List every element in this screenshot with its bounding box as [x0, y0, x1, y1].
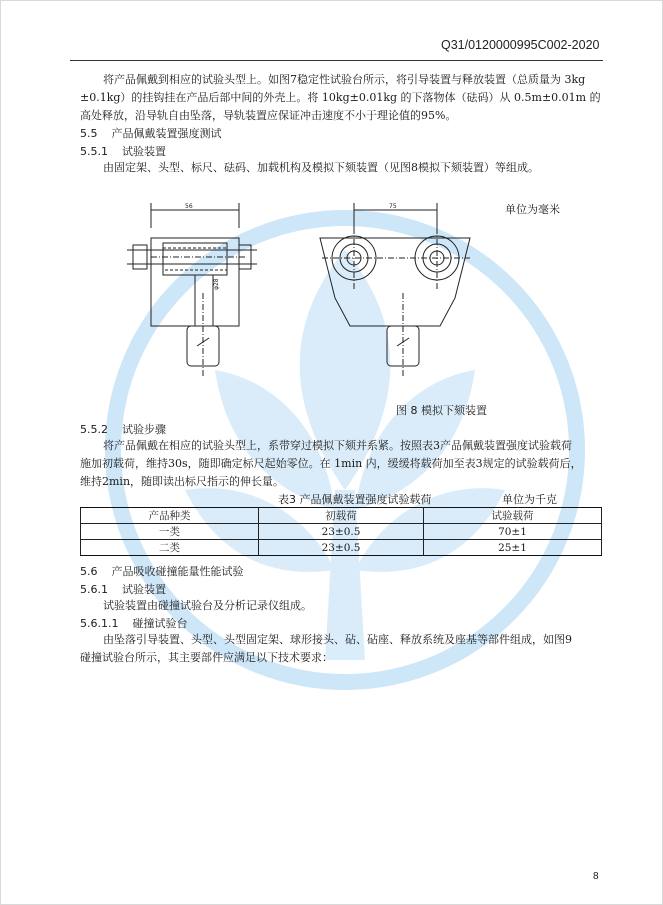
table-3-unit: 单位为千克 — [502, 493, 557, 506]
table-header-cell: 产品种类 — [81, 508, 259, 524]
section-5-6-heading — [80, 563, 244, 579]
table-cell: 25±1 — [423, 540, 601, 556]
section-5-6-1-1-heading — [80, 615, 187, 631]
section-title: 试验装置 — [122, 145, 166, 158]
section-number: 5.5 — [80, 127, 98, 140]
table-3-title: 表3 产品佩戴装置强度试验载荷 — [278, 493, 432, 506]
section-title: 产品吸收碰撞能量性能试验 — [111, 565, 244, 578]
section-5-5-2-heading — [80, 421, 166, 437]
page-number: 8 — [593, 871, 599, 882]
dimension-label-phi: φ28 — [213, 278, 220, 290]
figure-8-drawing — [125, 198, 485, 383]
section-number: 5.6.1.1 — [80, 617, 119, 630]
table-cell: 二类 — [81, 540, 259, 556]
section-number: 5.5.2 — [80, 423, 108, 436]
section-title: 试验步骤 — [122, 423, 166, 436]
section-5-5-2-line-3: 维持2min，随即读出标尺指示的伸长量。 — [80, 475, 285, 488]
section-5-5-2-line-2: 施加初载荷，维持30s，随即确定标尺起始零位。在 1min 内，缓缓将载荷加至表3规定的试验载荷后， — [80, 457, 582, 470]
section-title: 产品佩戴装置强度测试 — [111, 127, 222, 140]
section-5-5-1-text: 由固定架、头型、标尺、砝码、加载机构及模拟下颏装置（见图8模拟下颏装置）等组成。 — [103, 161, 539, 174]
table-row — [81, 540, 602, 556]
header-rule — [70, 60, 603, 61]
table-cell: 23±0.5 — [259, 540, 424, 556]
section-number: 5.6.1 — [80, 583, 108, 596]
intro-line-3: 高处释放，沿导轨自由坠落，导轨装置应保证冲击速度不小于理论值的95%。 — [80, 109, 457, 122]
section-number: 5.5.1 — [80, 145, 108, 158]
nut — [133, 245, 147, 269]
table-cell: 23±0.5 — [259, 524, 424, 540]
section-title: 碰撞试验台 — [132, 617, 188, 630]
intro-line-2: ±0.1kg）的挂钩挂在产品后部中间的外壳上。将 10kg±0.01kg 的下落物体（砝码）从 0.5m±0.01m 的 — [80, 91, 601, 104]
doc-code: Q31/0120000995C002-2020 — [441, 38, 600, 52]
section-5-6-1-heading — [80, 581, 166, 597]
section-title: 试验装置 — [122, 583, 166, 596]
figure-8-caption: 图 8 模拟下颏装置 — [396, 404, 487, 417]
intro-line-1: 将产品佩戴到相应的试验头型上。如图7稳定性试验台所示，将引导装置与释放装置（总质量为 3kg — [103, 73, 586, 86]
table-row — [81, 524, 602, 540]
table-3 — [80, 507, 602, 556]
table-cell: 70±1 — [423, 524, 601, 540]
section-5-6-1-1-line-1: 由坠落引导装置、头型、头型固定架、球形接头、砧、砧座、释放系统及座基等部件组成，如图9 — [103, 633, 572, 646]
dimension-label-56: 56 — [185, 203, 193, 210]
section-number: 5.6 — [80, 565, 98, 578]
table-cell: 一类 — [81, 524, 259, 540]
section-5-5-1-heading — [80, 143, 166, 159]
section-5-6-1-1-line-2: 碰撞试验台所示，其主要部件应满足以下技术要求： — [80, 651, 333, 664]
section-5-5-2-line-1: 将产品佩戴在相应的试验头型上，系带穿过模拟下颏并系紧。按照表3产品佩戴装置强度试验载荷 — [103, 439, 572, 452]
section-5-6-1-text: 试验装置由碰撞试验台及分析记录仪组成。 — [103, 599, 312, 612]
table-header-cell: 试验载荷 — [423, 508, 601, 524]
unit-note: 单位为毫米 — [505, 203, 560, 216]
dimension-label-75: 75 — [389, 203, 397, 210]
table-header-row — [81, 508, 602, 524]
table-header-cell: 初载荷 — [259, 508, 424, 524]
right-body — [320, 238, 470, 326]
section-5-5-heading — [80, 125, 222, 141]
